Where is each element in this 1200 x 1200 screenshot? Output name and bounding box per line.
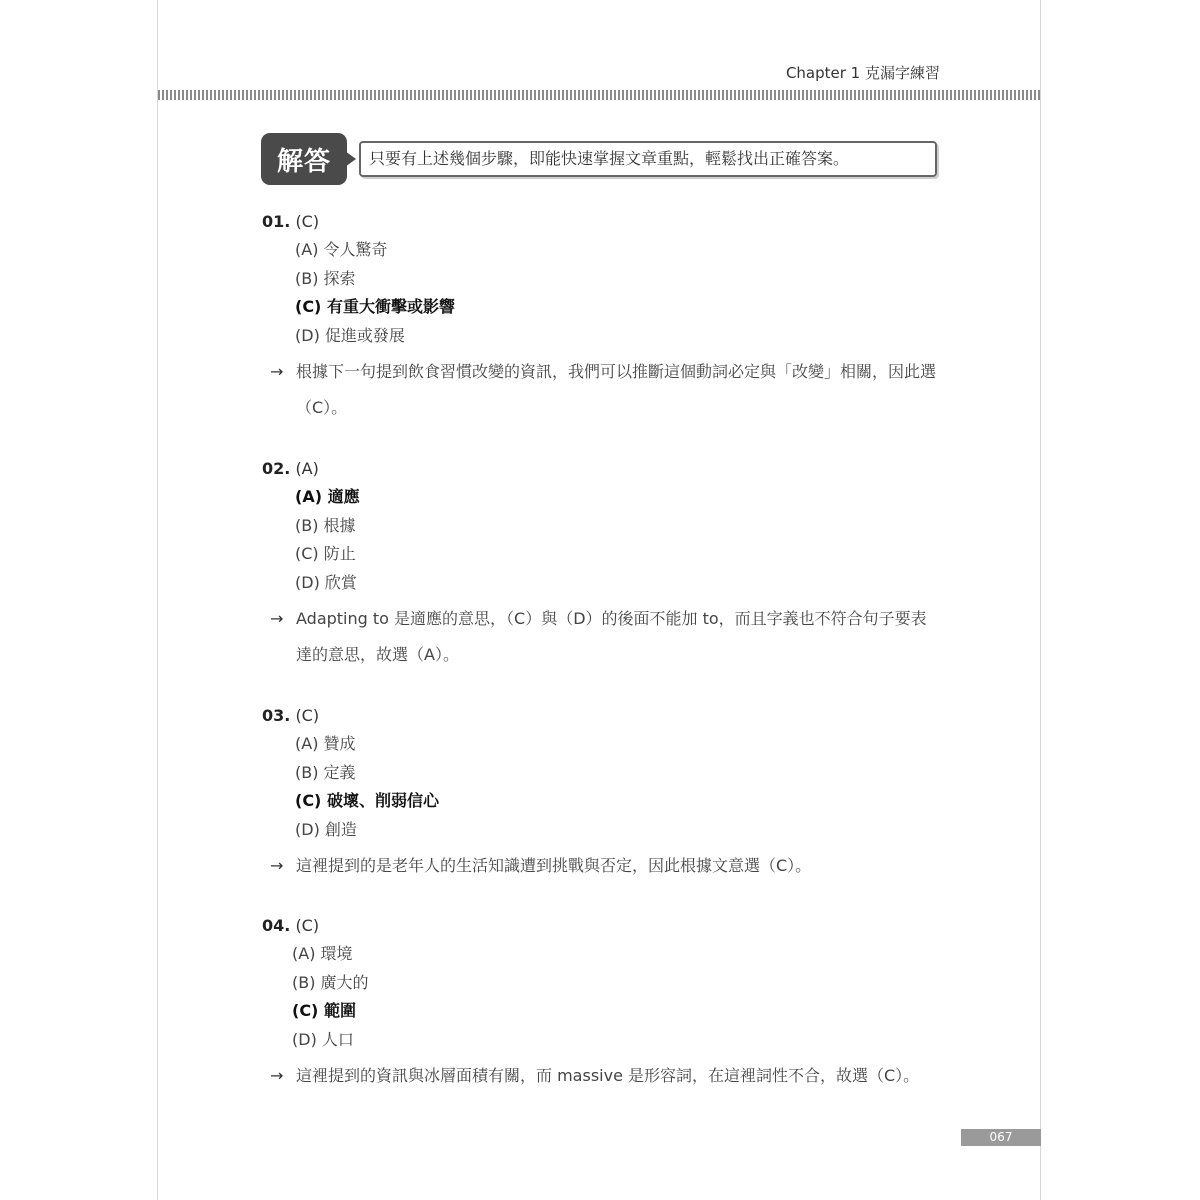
chapter-header: Chapter 1 克漏字練習 — [785, 64, 940, 82]
answer-pointer-icon — [345, 151, 356, 167]
option-a: (A) 環境 — [292, 944, 353, 963]
option-d: (D) 創造 — [295, 819, 357, 839]
arrow-right-icon: → — [270, 609, 284, 628]
option-b: (B) 定義 — [295, 762, 356, 782]
page-number: 067 — [961, 1129, 1041, 1146]
question-02 — [262, 455, 942, 673]
question-answer: (C) — [295, 916, 320, 935]
option-c-correct: (C) 破壞、削弱信心 — [295, 791, 439, 810]
explanation — [270, 354, 942, 426]
question-answer: (C) — [295, 706, 320, 725]
question-number: 02. — [262, 459, 291, 478]
option-list — [295, 236, 942, 350]
answer-tag: 解答 — [261, 133, 347, 185]
option-d: (D) 人口 — [292, 1029, 354, 1049]
question-number: 03. — [262, 706, 291, 725]
option-list — [295, 483, 942, 597]
question-01 — [262, 208, 942, 426]
option-c-correct: (C) 範圍 — [292, 1001, 356, 1020]
arrow-right-icon: → — [270, 856, 284, 875]
option-list — [292, 940, 942, 1054]
explanation — [270, 601, 942, 673]
question-03 — [262, 702, 942, 884]
option-b: (B) 探索 — [295, 268, 356, 288]
question-answer: (A) — [295, 459, 319, 478]
option-a-correct: (A) 適應 — [295, 487, 360, 506]
option-a: (A) 贊成 — [295, 734, 356, 753]
answer-banner — [261, 133, 941, 187]
arrow-right-icon: → — [270, 1066, 284, 1085]
option-list — [295, 730, 942, 844]
header-dotted-rule — [158, 90, 1042, 100]
option-d: (D) 促進或發展 — [295, 325, 405, 345]
option-b: (B) 根據 — [295, 515, 356, 535]
explanation-text: 根據下一句提到飲食習慣改變的資訊，我們可以推斷這個動詞必定與「改變」相關，因此選（C）。 — [296, 362, 937, 417]
question-head — [262, 455, 942, 483]
option-c-correct: (C) 有重大衝擊或影響 — [295, 297, 455, 316]
arrow-right-icon: → — [270, 362, 284, 381]
option-b: (B) 廣大的 — [292, 972, 369, 992]
option-d: (D) 欣賞 — [295, 572, 357, 592]
question-head — [262, 702, 942, 730]
question-answer: (C) — [295, 212, 320, 231]
question-head — [262, 208, 942, 236]
question-04 — [262, 912, 942, 1094]
question-number: 04. — [262, 916, 291, 935]
question-number: 01. — [262, 212, 291, 231]
question-head — [262, 912, 942, 940]
explanation-text: 這裡提到的資訊與冰層面積有關，而 massive 是形容詞，在這裡詞性不合，故選（C）。 — [296, 1066, 920, 1085]
explanation-text: Adapting to 是適應的意思，（C）與（D）的後面不能加 to，而且字義也不符合句子要表達的意思，故選（A）。 — [296, 609, 927, 664]
explanation — [270, 1058, 942, 1094]
answer-note: 只要有上述幾個步驟，即能快速掌握文章重點，輕鬆找出正確答案。 — [359, 141, 937, 177]
explanation — [270, 848, 942, 884]
option-a: (A) 令人驚奇 — [295, 240, 388, 259]
option-c: (C) 防止 — [295, 544, 356, 563]
explanation-text: 這裡提到的是老年人的生活知識遭到挑戰與否定，因此根據文意選（C）。 — [296, 856, 812, 875]
